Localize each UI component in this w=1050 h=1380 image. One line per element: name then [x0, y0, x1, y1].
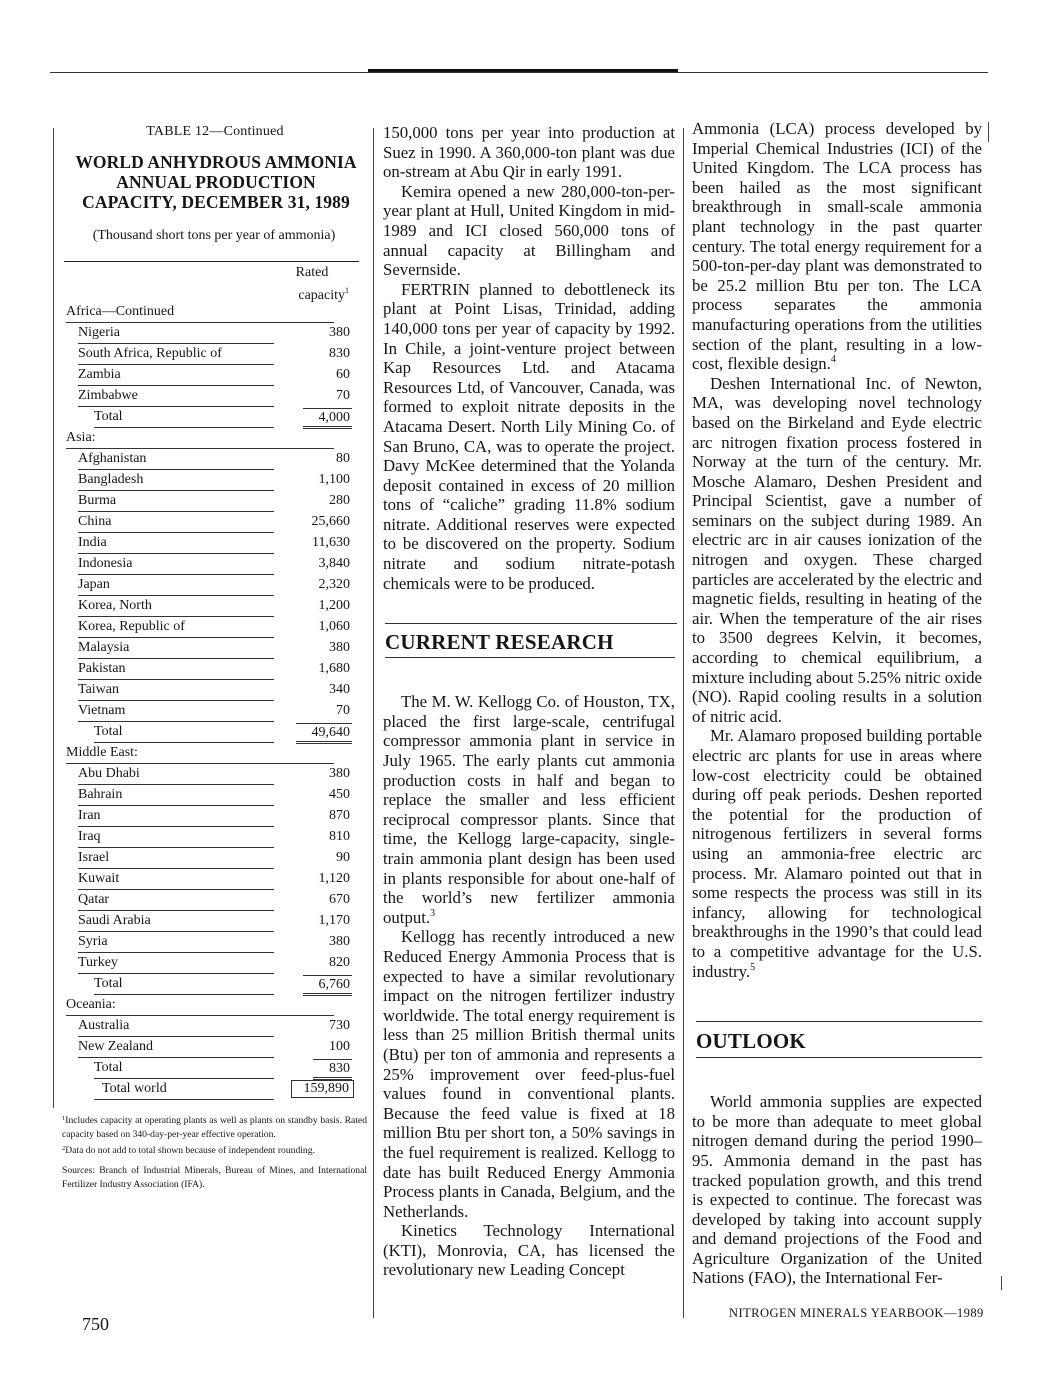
row-label: Total [94, 409, 123, 424]
table-body [62, 302, 362, 1100]
row-value: 70 [336, 388, 350, 403]
table-row [62, 806, 362, 827]
table-row [62, 1037, 362, 1058]
table-row [62, 596, 362, 617]
text-column-3 [692, 119, 982, 1288]
row-label: Pakistan [78, 661, 126, 676]
footnote-ref: 3 [430, 907, 436, 919]
row-value: 4,000 [303, 408, 353, 429]
text-column-2 [383, 123, 675, 1280]
row-label: Total [94, 1060, 123, 1075]
table-row [62, 638, 362, 659]
row-label: Total [94, 724, 123, 739]
row-value: 80 [336, 451, 350, 466]
table-row [62, 764, 362, 785]
paragraph-text: Mr. Alamaro proposed building portable electric arc plants for use in areas where low-cost electricity could be obtained during off peak periods. Deshen reported the potential for the production of nitrogenous fertilizers in several forms using an ammonia-free electric arc process. Mr. Alamaro pointed out that in some respects the process was still in its infancy, allowing for technological breakthroughs in the 1990’s that could lead to a competitive advantage for the U.S. industry. [692, 726, 982, 981]
paragraph [383, 692, 675, 927]
table-row [62, 827, 362, 848]
table-total-row [62, 407, 362, 428]
table-row [62, 932, 362, 953]
table-row [62, 617, 362, 638]
row-value: 830 [329, 346, 350, 361]
column-divider [53, 128, 54, 1108]
table-row [62, 659, 362, 680]
row-label: Vietnam [78, 703, 126, 718]
footnote-ref: 1 [345, 286, 349, 295]
row-value: 6,760 [303, 975, 353, 996]
row-label: Nigeria [78, 325, 120, 340]
row-label: Taiwan [78, 682, 120, 697]
row-label: Kuwait [78, 871, 120, 886]
row-value: 830 [313, 1059, 352, 1080]
row-value: 670 [329, 892, 350, 907]
table-row [62, 701, 362, 722]
paragraph: Kellogg has recently introduced a new Reduced Energy Ammonia Process that is expected to have a similar revolutionary impact on the nitrogen fertilizer industry worldwide. The total energy requirement is less than 25 million British thermal units (Btu) per ton of ammonia and represents a 25% improvement over feed-plus-fuel values found in conventional plants. Because the feed value is fixed at 18 million Btu per short ton, a 50% savings in the fuel requirement is realized. Kellogg to date has built Reduced Energy Ammonia Process plants in Canada, Belgium, and the Netherlands. [383, 927, 675, 1221]
row-label: China [78, 514, 112, 529]
row-value: 70 [336, 703, 350, 718]
row-value: 3,840 [318, 556, 350, 571]
row-label: Israel [78, 850, 110, 865]
row-value: 25,660 [311, 514, 350, 529]
paragraph: Kinetics Technology International (KTI), Monrovia, CA, has licensed the revolutionary new Leading Concept [383, 1221, 675, 1280]
running-footer: NITROGEN MINERALS YEARBOOK—1989 [729, 1306, 984, 1320]
row-value: 870 [329, 808, 350, 823]
row-label: Afghanistan [78, 451, 147, 466]
table-row [62, 785, 362, 806]
column-divider [683, 128, 684, 1318]
table-title-line: ANNUAL PRODUCTION [116, 172, 316, 192]
header-rule [50, 72, 988, 73]
table-title-line: WORLD ANHYDROUS AMMONIA [75, 152, 357, 172]
table-row [62, 890, 362, 911]
paragraph [692, 726, 982, 981]
page-number: 750 [82, 1314, 109, 1334]
row-label: South Africa, Republic of [78, 346, 222, 361]
row-label: Korea, North [78, 598, 152, 613]
table-row [62, 911, 362, 932]
column-divider [988, 122, 989, 142]
row-label: Japan [78, 577, 110, 592]
column-header-line: Rated [295, 265, 329, 280]
table-unit-note: (Thousand short tons per year of ammonia) [92, 228, 336, 243]
row-value: 1,680 [318, 661, 350, 676]
table-row [62, 365, 362, 386]
table-category-row [62, 428, 362, 449]
row-label: Turkey [78, 955, 118, 970]
table-row [62, 554, 362, 575]
row-value: 1,170 [318, 913, 350, 928]
table-continued-label: TABLE 12—Continued [146, 124, 284, 139]
column-divider [1001, 1276, 1002, 1290]
row-value: 380 [329, 934, 350, 949]
row-value: 340 [329, 682, 350, 697]
row-label: India [78, 535, 107, 550]
table-row [62, 848, 362, 869]
heading-rule [696, 1057, 982, 1058]
row-label: Iran [78, 808, 101, 823]
row-label: Abu Dhabi [78, 766, 140, 781]
table-row [62, 533, 362, 554]
table-sources: Sources: Branch of Industrial Minerals, Bureau of Mines, and International Fertilizer Industry Association (IFA). [62, 1165, 367, 1190]
heading-rule [385, 657, 675, 658]
table-row [62, 680, 362, 701]
table-row [62, 869, 362, 890]
row-value: 1,060 [318, 619, 350, 634]
row-value: 100 [329, 1039, 350, 1054]
table-total-row [62, 722, 362, 743]
section-title: CURRENT RESEARCH [385, 630, 614, 655]
row-label: Saudi Arabia [78, 913, 151, 928]
paragraph: Kemira opened a new 280,000-ton-per-year plant at Hull, United Kingdom in mid-1989 and ICI closed 560,000 tons of annual capacity at Billingham and Severnside. [383, 181, 675, 280]
footnote-ref: 4 [830, 354, 836, 366]
column-header-text: capacity [298, 288, 345, 303]
row-label: Total [94, 976, 123, 991]
header-rule-accent [368, 69, 678, 72]
table-row [62, 344, 362, 365]
paragraph: 150,000 tons per year into production at Suez in 1990. A 360,000-ton plant was due on-stream at Abu Qir in early 1991. [383, 123, 675, 182]
table-total-row [62, 1058, 362, 1079]
section-heading-outlook [696, 1021, 982, 1058]
section-title: OUTLOOK [696, 1029, 806, 1054]
table-category-row [62, 995, 362, 1016]
row-label: Qatar [78, 892, 110, 907]
table-column-header [62, 262, 359, 302]
table-grand-total-row [62, 1079, 362, 1100]
row-label: Asia: [66, 430, 96, 445]
row-label: Syria [78, 934, 108, 949]
row-label: Korea, Republic of [78, 619, 185, 634]
table-row [62, 449, 362, 470]
table-row [62, 575, 362, 596]
row-label: Total world [102, 1081, 167, 1096]
row-value: 2,320 [318, 577, 350, 592]
row-value: 1,100 [318, 472, 350, 487]
row-label: Zimbabwe [78, 388, 138, 403]
paragraph [692, 119, 982, 374]
paragraph: FERTRIN planned to debottleneck its plant at Point Lisas, Trinidad, adding 140,000 tons per year of capacity by 1992. In Chile, a joint-venture project between Kap Resources Ltd. and Atacama Resources Ltd, of Vancouver, Canada, was formed to exploit nitrate deposits in the Atacama Desert. North Lily Mining Co. of San Bruno, CA, was to operate the project. Davy McKee determined that the Yolanda deposit contained in excess of 20 million tons of “caliche” grading 11.8% sodium nitrate. Additional reserves were expected to be discovered on the property. Sodium nitrate and sodium nitrate-potash chemicals were to be produced. [383, 279, 675, 593]
row-label: Bangladesh [78, 472, 144, 487]
table-total-row [62, 974, 362, 995]
table-row [62, 386, 362, 407]
row-label: Iraq [78, 829, 101, 844]
footnote [62, 1142, 367, 1158]
row-label: Indonesia [78, 556, 133, 571]
row-value: 49,640 [296, 723, 353, 744]
table-title-line: CAPACITY, DECEMBER 31, 1989 [82, 192, 350, 212]
footnote-marker: 2 [62, 1145, 66, 1152]
row-value: 450 [329, 787, 350, 802]
table-category-row [62, 743, 362, 764]
row-value: 810 [329, 829, 350, 844]
table-row [62, 953, 362, 974]
row-value: 1,120 [318, 871, 350, 886]
row-value: 280 [329, 493, 350, 508]
row-rule [94, 1099, 274, 1100]
table-row [62, 323, 362, 344]
footnote-text: Data do not add to total shown because of independent rounding. [65, 1145, 315, 1156]
paragraph-text: The M. W. Kellogg Co. of Houston, TX, placed the first large-scale, centrifugal compressor ammonia plant in service in July 1965. The early plants cut ammonia production costs in half and began to replace the smaller and less efficient reciprocal compressor plants. Since that time, the Kellogg large-capacity, single-train ammonia plant design has been used in plants responsible for about one-half of the world’s new fertilizer ammonia output. [383, 692, 675, 927]
table-footnotes [62, 1112, 367, 1192]
table-row [62, 470, 362, 491]
row-value: 60 [336, 367, 350, 382]
footnote-marker: 1 [62, 1115, 66, 1122]
row-label: New Zealand [78, 1039, 154, 1054]
row-value: 380 [329, 325, 350, 340]
row-value: 380 [329, 640, 350, 655]
paragraph-text: Ammonia (LCA) process developed by Imperial Chemical Industries (ICI) of the United Kingdom. The LCA process has been hailed as the most significant breakthrough in small-scale ammonia plant technology in the past quarter century. The total energy requirement for a 500-ton-per-day plant was demonstrated to be 25.2 million Btu per ton. The LCA process separates the ammonia manufacturing operations from the utilities section of the plant, resulting in a low-cost, flexible design. [692, 119, 982, 374]
row-value: 90 [336, 850, 350, 865]
table-row [62, 491, 362, 512]
row-label: Africa—Continued [66, 304, 175, 319]
row-label: Australia [78, 1018, 130, 1033]
row-value: 159,890 [291, 1080, 355, 1098]
row-label: Middle East: [66, 745, 138, 760]
table-row [62, 512, 362, 533]
paragraph: Deshen International Inc. of Newton, MA, was developing novel technology based on the Birkeland and Eyde electric arc nitrogen fixation process fostered in Norway at the turn of the century. Mr. Mosche Alamaro, Deshen President and Principal Scientist, gave a number of seminars on the subject during 1989. An electric arc in air causes ionization of the nitrogen and oxygen. These charged particles are accelerated by the electric and magnetic fields, resulting in heating of the air. When the temperature of the air rises to 3500 degrees Kelvin, it becomes, according to chemical equilibrium, a mixture including about 5.25% nitric oxide (NO). Rapid cooling results in a solution of nitric acid. [692, 373, 982, 726]
section-heading-current-research [385, 623, 675, 658]
row-label: Bahrain [78, 787, 123, 802]
row-value: 380 [329, 766, 350, 781]
row-value: 730 [329, 1018, 350, 1033]
footnote-ref: 5 [750, 961, 756, 973]
table-title [58, 152, 374, 212]
paragraph: World ammonia supplies are expected to be more than adequate to meet global nitrogen demand during the period 1990–95. Ammonia demand in the past has tracked population growth, and this trend is expected to continue. The forecast was developed by taking into account supply and demand projections of the Food and Agriculture Organization of the United Nations (FAO), the International Fer- [692, 1092, 982, 1288]
row-value: 820 [329, 955, 350, 970]
row-label: Burma [78, 493, 117, 508]
row-label: Zambia [78, 367, 121, 382]
capacity-table [62, 124, 374, 1192]
table-category-row [62, 302, 362, 323]
row-label: Oceania: [66, 997, 116, 1012]
row-label: Malaysia [78, 640, 130, 655]
table-row [62, 1016, 362, 1037]
footnote [62, 1112, 367, 1142]
row-value: 1,200 [318, 598, 350, 613]
row-value: 11,630 [312, 535, 350, 550]
footnote-text: Includes capacity at operating plants as well as plants on standby basis. Rated capacity based on 340-day-per-year effective operation. [62, 1115, 367, 1140]
